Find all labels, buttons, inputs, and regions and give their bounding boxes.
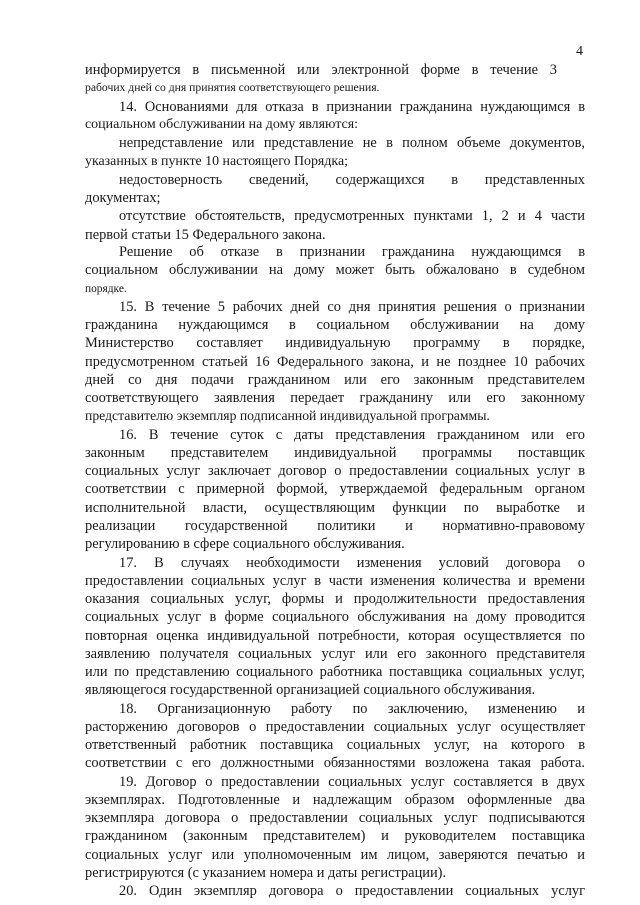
- text-line: указанных в пункте 10 настоящего Порядка;: [85, 154, 348, 169]
- text-line: документах;: [85, 190, 161, 206]
- text-line: социальном обслуживании на дому являются:: [85, 117, 359, 132]
- text-line: информируется в письменной или электронной форме в течение 3: [85, 62, 557, 78]
- text-line: отсутствие обстоятельств, предусмотренных пунктами 1, 2 и 4 части: [119, 208, 585, 224]
- text-line: ответственный работник поставщика социальных услуг, на которого в: [85, 737, 585, 753]
- text-line: Министерство составляет индивидуальную программу в порядке,: [85, 335, 585, 351]
- text-line: расторжению договоров о предоставлении социальных услуг осуществляет: [85, 719, 585, 735]
- text-line: предоставлении социальных услуг в части изменения количества и времени: [85, 573, 585, 589]
- text-line: порядке.: [85, 283, 127, 295]
- text-line: представителю экземпляр подписанной индивидуальной программы.: [85, 408, 490, 423]
- text-line: недостоверность сведений, содержащихся в представленных: [119, 172, 585, 188]
- text-line: или по представлению социального работника поставщика социальных услуг,: [85, 664, 585, 680]
- text-line: 15. В течение 5 рабочих дней со дня принятия решения о признании: [119, 299, 585, 315]
- text-line: дней со дня подачи гражданином или его законным представителем: [85, 372, 585, 388]
- text-line: повторная оценка индивидуальной потребности, которая осуществляется по: [85, 628, 585, 644]
- page-number: 4: [576, 44, 583, 59]
- text-line: соответствии с его должностными обязанностями возложена такая работа.: [85, 755, 585, 771]
- text-line: 14. Основаниями для отказа в признании гражданина нуждающимся в: [119, 99, 585, 115]
- text-line: 20. Один экземпляр договора о предоставлении социальных услуг: [119, 883, 585, 899]
- text-line: рабочих дней со дня принятия соответствующего решения.: [85, 81, 380, 94]
- text-line: социальных услуг в форме социального обслуживания на дому проводится: [85, 609, 585, 625]
- text-line: исполнительной власти, осуществляющим функции по выработке и: [85, 500, 585, 516]
- text-line: реализации государственной политики и нормативно-правовому: [85, 518, 585, 534]
- text-line: соответствующего заявления передает гражданину или его законному: [85, 390, 585, 406]
- text-line: регулированию в сфере социального обслуживания.: [85, 536, 405, 552]
- text-line: 18. Организационную работу по заключению, изменению и: [119, 701, 585, 717]
- text-line: первой статьи 15 Федерального закона.: [85, 227, 326, 243]
- text-line: Решение об отказе в признании гражданина нуждающимся в: [119, 244, 585, 260]
- text-line: предусмотренном статьей 16 Федерального закона, и не позднее 10 рабочих: [85, 354, 585, 370]
- text-line: 17. В случаях необходимости изменения условий договора о: [119, 555, 585, 571]
- text-line: регистрируются (с указанием номера и даты регистрации).: [85, 865, 447, 881]
- text-line: социальных услуг заключает договор о предоставлении социальных услуг в: [85, 463, 585, 479]
- text-line: 16. В течение суток с даты представления гражданином или его: [119, 427, 585, 443]
- text-line: 19. Договор о предоставлении социальных услуг составляется в двух: [119, 774, 585, 790]
- text-line: социальных услуг или уполномоченным им лицом, заверяются печатью и: [85, 847, 585, 863]
- text-line: экземплярах. Подготовленные и надлежащим образом оформленные два: [85, 792, 585, 808]
- text-line: законным представителем индивидуальной программы поставщик: [85, 445, 585, 461]
- text-line: заявлению получателя социальных услуг или его законного представителя: [85, 646, 585, 662]
- text-line: экземпляра договора о предоставлении социальных услуг подписываются: [85, 810, 585, 826]
- text-line: непредставление или представление не в полном объеме документов,: [119, 135, 585, 151]
- text-line: социальном обслуживании на дому может быть обжаловано в судебном: [85, 262, 585, 278]
- text-line: гражданина нуждающимся в социальном обслуживании на дому: [85, 317, 585, 333]
- text-line: оказания социальных услуг, формы и продолжительности предоставления: [85, 591, 585, 607]
- text-line: являющегося государственной организацией социального обслуживания.: [85, 682, 536, 698]
- text-line: соответствии с примерной формой, утверждаемой федеральным органом: [85, 481, 585, 497]
- text-line: гражданином (законным представителем) и руководителем поставщика: [85, 828, 585, 844]
